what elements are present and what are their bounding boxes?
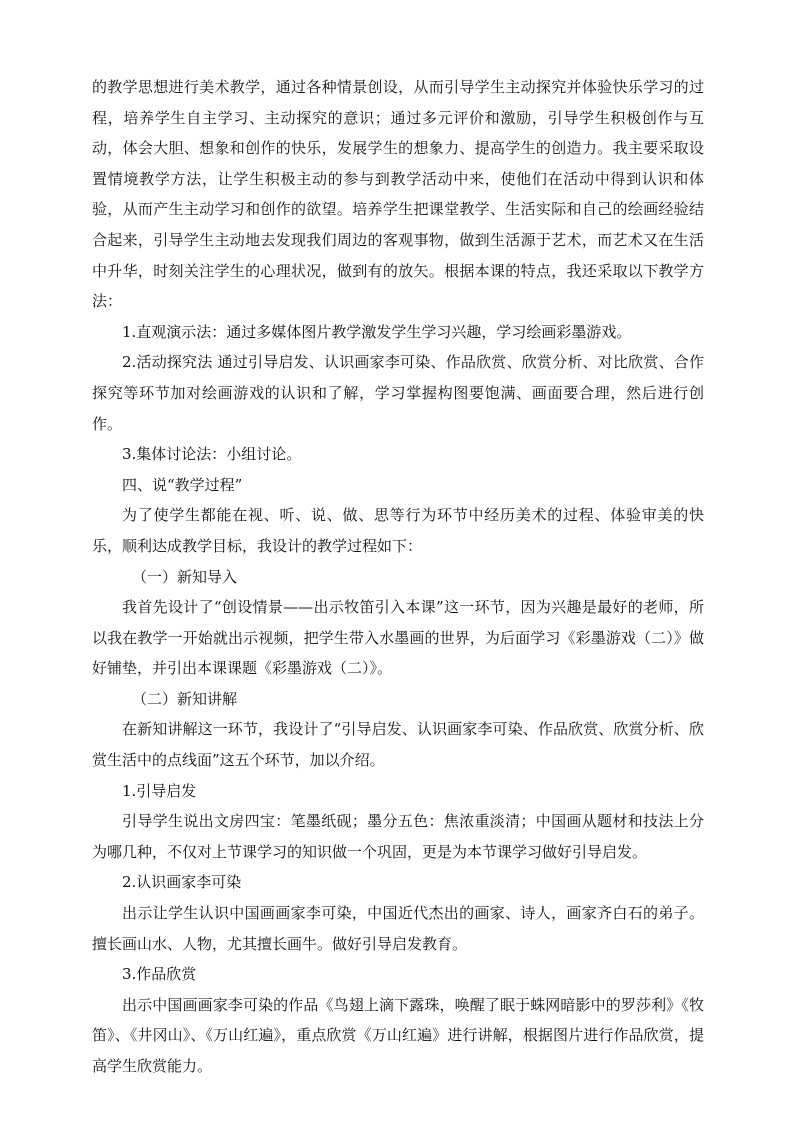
step-heading: 1.引导启发 <box>122 781 197 800</box>
method-item-3: 3.集体讨论法：小组讨论。 <box>122 445 302 464</box>
subsection-heading: （二）新知讲解 <box>132 689 238 708</box>
body-paragraph: 为了使学生都能在视、听、说、做、思等行为环节中经历美术的过程、体验审美的快乐，顺利达成教学目标，我设计的教学过程如下： <box>92 506 704 555</box>
body-paragraph: 在新知讲解这一环节，我设计了“引导启发、认识画家李可染、作品欣赏、欣赏分析、欣赏生活中的点线面”这五个环节，加以介绍。 <box>92 720 704 770</box>
step-heading: 3.作品欣赏 <box>122 965 197 984</box>
body-paragraph: 出示让学生认识中国画画家李可染，中国近代杰出的画家、诗人，画家齐白石的弟子。擅长画山水、人物，尤其擅长画牛。做好引导启发教育。 <box>92 904 704 953</box>
body-paragraph: 出示中国画画家李可染的作品《鸟翅上滴下露珠，唤醒了眠于蛛网暗影中的罗莎利》《牧笛》、《井冈山》、《万山红遍》，重点欣赏《万山红遍》进行讲解，根据图片进行作品欣赏，提高学生欣赏能力。 <box>92 995 704 1075</box>
document-page <box>92 72 704 1082</box>
body-paragraph: 引导学生说出文房四宝：笔墨纸砚；墨分五色：焦浓重淡清；中国画从题材和技法上分为哪几种，不仅对上节课学习的知识做一个巩固，更是为本节课学习做好引导启发。 <box>92 812 704 861</box>
subsection-heading: （一）新知导入 <box>132 567 238 586</box>
method-item-2: 2.活动探究法 通过引导启发、认识画家李可染、作品欣赏、欣赏分析、对比欣赏、合作探究等环节加对绘画游戏的认识和了解，学习掌握构图要饱满、画面要合理，然后进行创作。 <box>92 353 704 433</box>
method-item-1: 1.直观演示法：通过多媒体图片教学激发学生学习兴趣，学习绘画彩墨游戏。 <box>122 322 632 341</box>
step-heading: 2.认识画家李可染 <box>122 873 242 892</box>
section-heading: 四、说“教学过程” <box>122 475 243 494</box>
body-paragraph: 的教学思想进行美术教学，通过各种情景创设，从而引导学生主动探究并体验快乐学习的过程，培养学生自主学习、主动探究的意识；通过多元评价和激励，引导学生积极创作与互动，体会大胆、想象和创作的快乐，发展学生的想象力、提高学生的创造力。我主要采取设置情境教学方法，让学生积极主动的参与到教学活动中来，使他们在活动中得到认识和体验，从而产生主动学习和创作的欲望。培养学生把课堂教学、生活实际和自己的绘画经验结合起来，引导学生主动地去发现我们周边的客观事物，做到生活源于艺术，而艺术又在生活中升华，时刻关注学生的心理状况，做到有的放矢。根据本课的特点，我还采取以下教学方法： <box>92 78 704 311</box>
body-paragraph: 我首先设计了“创设情景——出示牧笛引入本课”这一环节，因为兴趣是最好的老师，所以我在教学一开始就出示视频，把学生带入水墨画的世界，为后面学习《彩墨游戏（二）》做好铺垫，并引出本课课题《彩墨游戏（二）》。 <box>92 598 704 678</box>
